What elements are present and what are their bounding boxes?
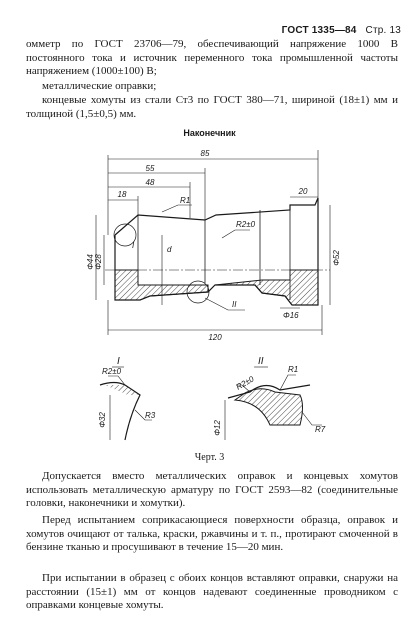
dim-120: 120 [208, 333, 222, 342]
standard-number: ГОСТ 1335—84 [281, 25, 357, 36]
detail-I-r3: R3 [145, 411, 156, 420]
detail-I-label: I [117, 356, 120, 367]
detail-II-r1: R1 [288, 365, 299, 374]
dim-55: 55 [145, 164, 155, 173]
dim-phi44: Φ44 [86, 254, 95, 270]
page-number: Стр. 13 [365, 25, 401, 36]
section-hatch [115, 270, 318, 305]
paragraph-alternative-fittings: Допускается вместо металлических оправок и концевых хомутов использовать металлическую арматуру по ГОСТ 2593—82 (соединительные головки, наконечники и хомутки). [26, 470, 398, 510]
detail-II-r2: R2±0 [234, 374, 256, 392]
paragraph-test-procedure: При испытании в образец с обоих концов вставляют оправки, снаружи на расстоянии (15±1) мм от концов надевают соединенные проводником с оправками концевые хомуты. [26, 572, 398, 612]
dim-phi16: Φ16 [283, 311, 299, 320]
dim-phi28: Φ28 [94, 254, 103, 270]
figure-title: Наконечник [183, 128, 236, 138]
detail-I-phi32: Φ32 [98, 412, 107, 428]
dim-d: d [167, 245, 172, 254]
detail-II-r7: R7 [315, 425, 326, 434]
dim-48: 48 [145, 178, 155, 187]
mark-II: II [232, 300, 237, 309]
figure-caption: Черт. 3 [194, 452, 225, 463]
dim-phi52: Φ52 [332, 250, 341, 266]
paragraph-ohmmeter: омметр по ГОСТ 23706—79, обеспечивающий напряжение 1000 В постоянного тока и источник переменного тока промышленной частоты напряжением (1000±100) В; [26, 38, 398, 78]
detail-II-phi12: Φ12 [213, 420, 222, 436]
dim-85: 85 [200, 149, 210, 158]
mark-I: I [132, 241, 135, 250]
detail-I-r2: R2±0 [102, 367, 122, 376]
paragraph-surface-cleaning: Перед испытанием соприкасающиеся поверхности образца, оправок и хомутов очищают от талька, краски, ржавчины и т. п., протирают смоченной в бензине тканью и просушивают в течение 15—20 мин. [26, 514, 398, 554]
paragraph-clamps: концевые хомуты из стали Ст3 по ГОСТ 380—71, шириной (18±1) мм и толщиной (1,5±0,5) мм. [26, 94, 398, 120]
paragraph-mandrels: металлические оправки; [42, 80, 157, 92]
dim-20: 20 [298, 187, 308, 196]
dim-r240: R2±0 [236, 220, 256, 229]
dim-18: 18 [117, 190, 127, 199]
detail-I-drawing [98, 356, 156, 440]
dim-r1: R1 [180, 196, 191, 205]
detail-II-label: II [258, 356, 264, 367]
detail-II-drawing [213, 356, 326, 440]
